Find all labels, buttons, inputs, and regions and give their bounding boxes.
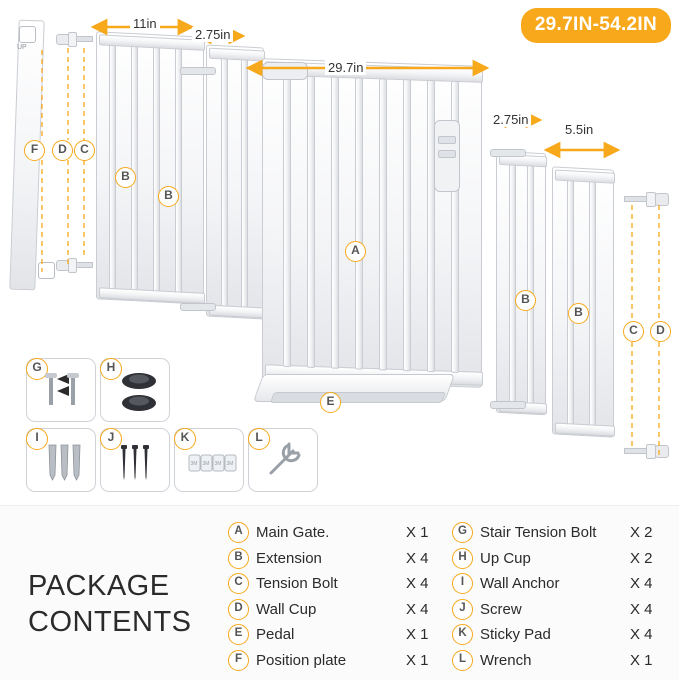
tag-extension-4: B bbox=[568, 303, 589, 324]
position-plate-up-label: UP bbox=[17, 44, 27, 51]
item-qty: X 2 bbox=[630, 524, 653, 542]
item-letter: D bbox=[228, 599, 249, 620]
item-name: Tension Bolt bbox=[256, 575, 338, 593]
tag-tension-bolt-right: C bbox=[623, 321, 644, 342]
item-qty: X 4 bbox=[406, 575, 429, 593]
dim-label-275-left: 2.75in bbox=[192, 27, 233, 42]
accessory-letter-l: L bbox=[248, 428, 270, 450]
item-name: Wrench bbox=[480, 651, 532, 669]
list-item bbox=[452, 597, 676, 623]
list-item bbox=[228, 622, 452, 648]
list-item bbox=[228, 648, 452, 674]
item-letter: C bbox=[228, 573, 249, 594]
tag-extension-2: B bbox=[158, 186, 179, 207]
item-name: Stair Tension Bolt bbox=[480, 524, 597, 542]
list-item bbox=[452, 648, 676, 674]
list-item bbox=[452, 520, 676, 546]
svg-text:3M: 3M bbox=[202, 461, 210, 467]
accessory-letter-j: J bbox=[100, 428, 122, 450]
dim-label-11in: 11in bbox=[130, 16, 160, 31]
package-contents-panel bbox=[0, 505, 679, 680]
item-letter: E bbox=[228, 624, 249, 645]
tag-extension-3: B bbox=[515, 290, 536, 311]
item-qty: X 4 bbox=[630, 575, 653, 593]
contents-list-right bbox=[452, 520, 676, 673]
dim-label-275-right: 2.75in bbox=[490, 112, 531, 127]
tag-position-plate: F bbox=[24, 140, 45, 161]
item-name: Main Gate. bbox=[256, 524, 330, 542]
item-qty: X 4 bbox=[406, 600, 429, 618]
tag-tension-bolt-left: C bbox=[74, 140, 95, 161]
tag-wall-cup-right: D bbox=[650, 321, 671, 342]
package-contents-title-line2: CONTENTS bbox=[28, 606, 192, 638]
item-qty: X 1 bbox=[406, 651, 429, 669]
item-letter: K bbox=[452, 624, 473, 645]
item-name: Screw bbox=[480, 600, 522, 618]
item-qty: X 4 bbox=[630, 626, 653, 644]
tag-extension-1: B bbox=[115, 167, 136, 188]
size-range-badge: 29.7IN-54.2IN bbox=[521, 8, 671, 43]
item-qty: X 1 bbox=[406, 524, 429, 542]
item-name: Extension bbox=[256, 549, 322, 567]
list-item bbox=[452, 571, 676, 597]
list-item bbox=[228, 546, 452, 572]
item-name: Pedal bbox=[256, 626, 295, 644]
item-name: Sticky Pad bbox=[480, 626, 551, 644]
item-letter: B bbox=[228, 548, 249, 569]
tag-pedal: E bbox=[320, 392, 341, 413]
tag-wall-cup-left: D bbox=[52, 140, 73, 161]
svg-text:3M: 3M bbox=[226, 461, 234, 467]
list-item bbox=[452, 546, 676, 572]
svg-text:3M: 3M bbox=[190, 461, 198, 467]
item-qty: X 2 bbox=[630, 549, 653, 567]
svg-text:3M: 3M bbox=[214, 461, 222, 467]
tag-main-gate: A bbox=[345, 241, 366, 262]
item-letter: I bbox=[452, 573, 473, 594]
accessory-letter-h: H bbox=[100, 358, 122, 380]
item-name: Wall Cup bbox=[256, 600, 317, 618]
item-qty: X 1 bbox=[406, 626, 429, 644]
item-qty: X 4 bbox=[406, 549, 429, 567]
list-item bbox=[228, 597, 452, 623]
item-qty: X 1 bbox=[630, 651, 653, 669]
item-name: Position plate bbox=[256, 651, 347, 669]
dim-label-55in: 5.5in bbox=[562, 122, 596, 137]
accessory-letter-k: K bbox=[174, 428, 196, 450]
accessory-letter-i: I bbox=[26, 428, 48, 450]
package-contents-title-line1: PACKAGE bbox=[28, 570, 170, 602]
dim-label-297in: 29.7in bbox=[325, 60, 366, 75]
item-letter: G bbox=[452, 522, 473, 543]
accessory-letter-g: G bbox=[26, 358, 48, 380]
item-letter: J bbox=[452, 599, 473, 620]
contents-list-left bbox=[228, 520, 452, 673]
list-item bbox=[228, 571, 452, 597]
item-qty: X 4 bbox=[630, 600, 653, 618]
list-item bbox=[228, 520, 452, 546]
item-letter: H bbox=[452, 548, 473, 569]
item-letter: A bbox=[228, 522, 249, 543]
list-item bbox=[452, 622, 676, 648]
item-letter: F bbox=[228, 650, 249, 671]
item-name: Wall Anchor bbox=[480, 575, 560, 593]
item-name: Up Cup bbox=[480, 549, 531, 567]
package-contents-title bbox=[28, 568, 192, 640]
item-letter: L bbox=[452, 650, 473, 671]
